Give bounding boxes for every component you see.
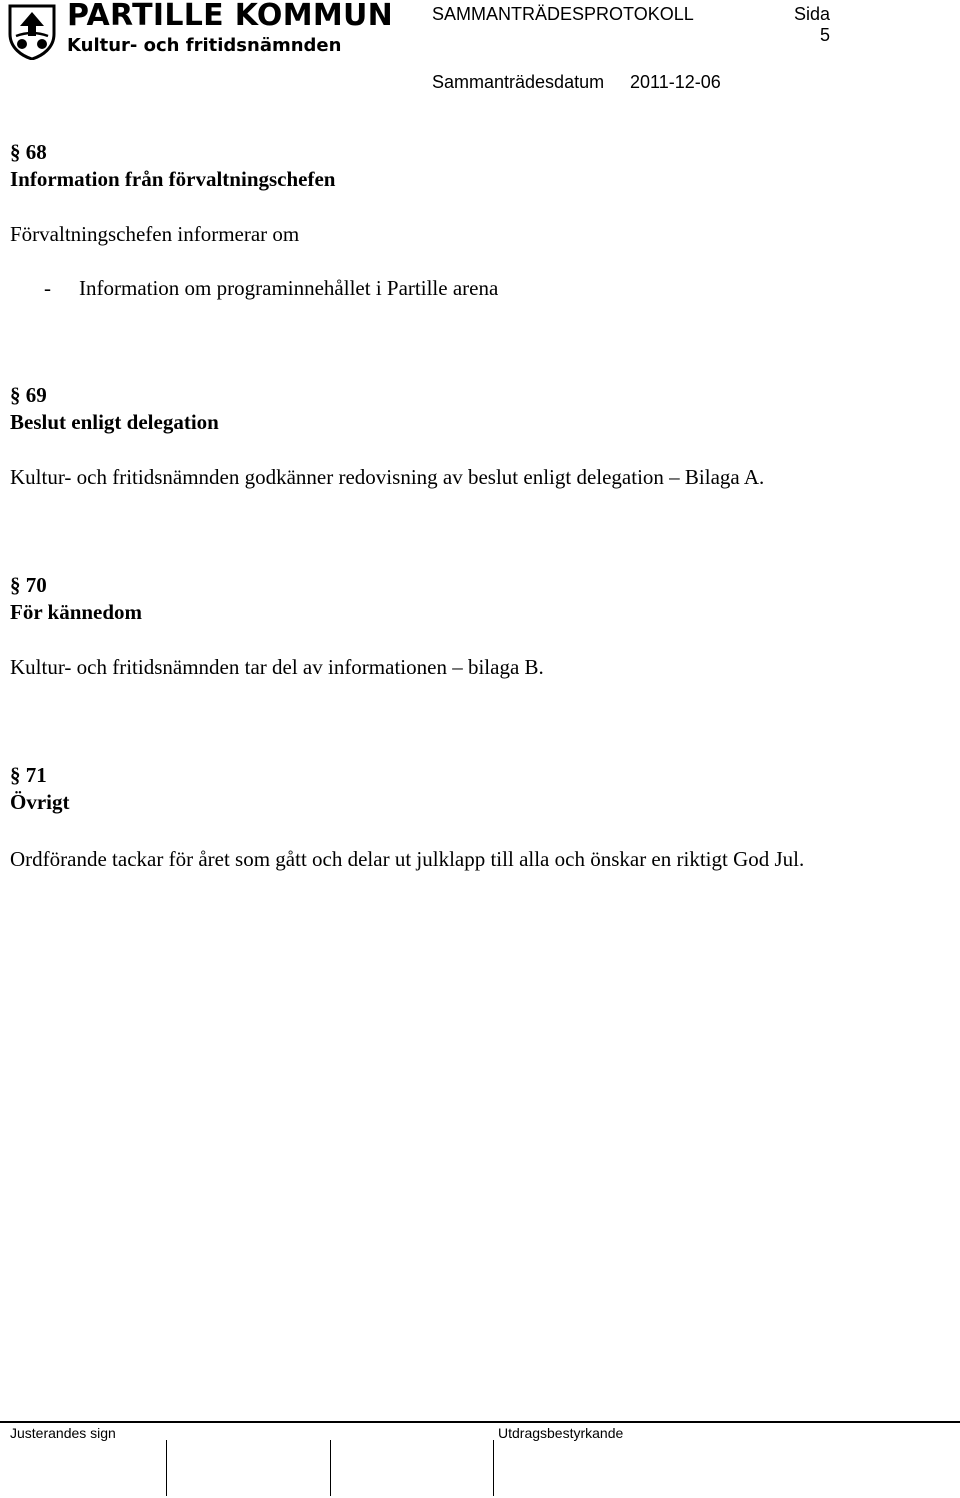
paragraph-symbol: § bbox=[10, 140, 21, 164]
meeting-date-value: 2011-12-06 bbox=[630, 72, 721, 92]
bullet-marker: - bbox=[44, 276, 51, 300]
section-title: För kännedom bbox=[10, 600, 143, 624]
section-heading bbox=[10, 383, 47, 408]
page-number: 5 bbox=[820, 25, 831, 45]
section-number: 70 bbox=[25, 573, 47, 597]
bullet-item: Information om programinnehållet i Partille arena bbox=[79, 276, 499, 300]
page-label: Sida bbox=[794, 4, 831, 24]
brand-name: PARTILLE KOMMUN bbox=[67, 0, 394, 33]
section-body: Ordförande tackar för året som gått och delar ut julklapp till alla och önskar en riktigt God Jul. bbox=[10, 847, 805, 871]
section-heading bbox=[10, 140, 47, 165]
section-heading bbox=[10, 763, 47, 788]
coat-of-arms-logo bbox=[8, 4, 56, 60]
document-type: SAMMANTRÄDESPROTOKOLL bbox=[432, 4, 694, 24]
brand-subtitle: Kultur- och fritidsnämnden bbox=[67, 35, 342, 56]
signature-box-divider bbox=[330, 1440, 331, 1496]
section-title: Information från förvaltningschefen bbox=[10, 167, 336, 191]
section-body: Förvaltningschefen informerar om bbox=[10, 222, 300, 246]
section-body: Kultur- och fritidsnämnden tar del av informationen – bilaga B. bbox=[10, 655, 544, 679]
meeting-date-label: Sammanträdesdatum bbox=[432, 72, 605, 92]
section-title: Beslut enligt delegation bbox=[10, 410, 219, 434]
utdragsbestyrkande-label: Utdragsbestyrkande bbox=[498, 1425, 624, 1441]
signature-box-divider bbox=[166, 1440, 167, 1496]
section-body: Kultur- och fritidsnämnden godkänner redovisning av beslut enligt delegation – Bilaga A. bbox=[10, 465, 765, 489]
footer-divider bbox=[0, 1421, 960, 1423]
section-number: 68 bbox=[25, 140, 47, 164]
justerandes-sign-label: Justerandes sign bbox=[10, 1425, 116, 1441]
section-number: 69 bbox=[25, 383, 47, 407]
signature-box-divider bbox=[493, 1440, 494, 1496]
paragraph-symbol: § bbox=[10, 573, 21, 597]
section-title: Övrigt bbox=[10, 790, 70, 814]
paragraph-symbol: § bbox=[10, 383, 21, 407]
section-number: 71 bbox=[25, 763, 47, 787]
paragraph-symbol: § bbox=[10, 763, 21, 787]
section-heading bbox=[10, 573, 47, 598]
